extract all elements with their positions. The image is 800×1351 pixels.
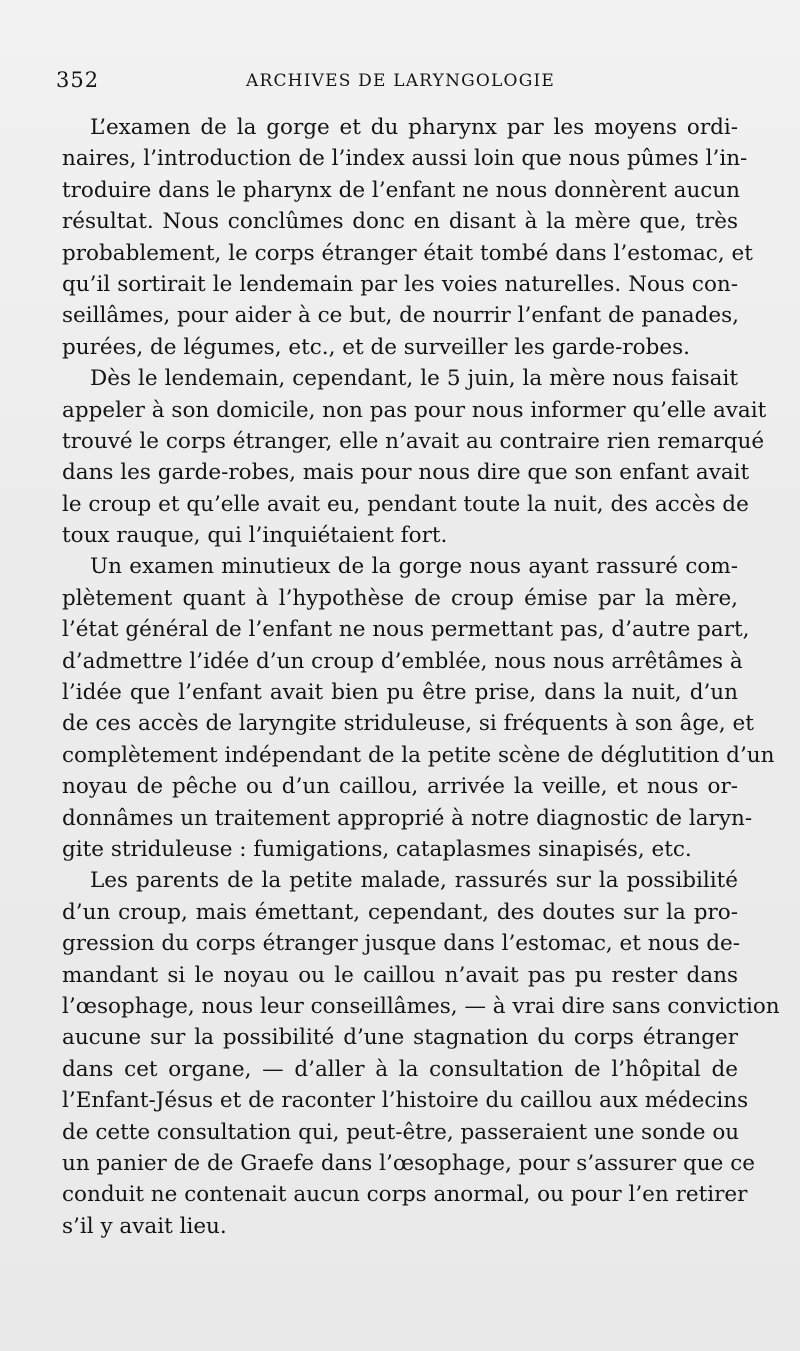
text-line: l’état général de l’enfant ne nous permettant pas, d’autre part, <box>62 617 750 643</box>
text-line: un panier de de Graefe dans l’œsophage, pour s’assurer que ce <box>62 1150 755 1176</box>
text-line: gite striduleuse : fumigations, cataplasmes sinapisés, etc. <box>62 836 692 862</box>
text-line: noyau de pêche ou d’un caillou, arrivée la veille, et nous or- <box>62 774 738 800</box>
paragraph-2 <box>62 363 767 551</box>
text-line: L’examen de la gorge et du pharynx par les moyens ordi- <box>90 115 738 140</box>
text-line: gression du corps étranger jusque dans l’estomac, et nous de- <box>62 931 741 957</box>
text-line: conduit ne contenait aucun corps anormal, ou pour l’en retirer <box>62 1182 748 1208</box>
text-line: dans les garde-robes, mais pour nous dire que son enfant avait <box>62 460 750 486</box>
text-line: résultat. Nous conclûmes donc en disant à la mère que, très <box>62 209 738 235</box>
text-line: purées, de légumes, etc., et de surveiller les garde-robes. <box>62 334 690 360</box>
text-line: mandant si le noyau ou le caillou n’avait pas pu rester dans <box>62 962 738 988</box>
text-line: Dès le lendemain, cependant, le 5 juin, la mère nous faisait <box>90 366 738 392</box>
text-line: seillâmes, pour aider à ce but, de nourrir l’enfant de panades, <box>62 303 739 329</box>
text-line: Un examen minutieux de la gorge nous ayant rassuré com- <box>90 554 738 580</box>
body-text <box>62 112 780 1242</box>
text-line: aucune sur la possibilité d’une stagnation du corps étranger <box>62 1025 738 1051</box>
text-line: trouvé le corps étranger, elle n’avait au contraire rien remarqué <box>62 428 765 454</box>
text-line: de cette consultation qui, peut-être, passeraient une sonde ou <box>62 1119 740 1145</box>
text-line: probablement, le corps étranger était tombé dans l’estomac, et <box>62 240 753 266</box>
text-line: l’idée que l’enfant avait bien pu être prise, dans la nuit, d’un <box>62 680 738 706</box>
text-line: le croup et qu’elle avait eu, pendant toute la nuit, des accès de <box>62 491 749 517</box>
text-line: plètement quant à l’hypothèse de croup émise par la mère, <box>62 585 738 611</box>
text-line: donnâmes un traitement approprié à notre diagnostic de laryn- <box>62 805 753 831</box>
page-number: 352 <box>56 68 100 92</box>
running-head <box>56 68 746 98</box>
text-line: s’il y avait lieu. <box>62 1213 227 1239</box>
running-title: ARCHIVES DE LARYNGOLOGIE <box>246 71 555 91</box>
text-line: troduire dans le pharynx de l’enfant ne nous donnèrent aucun <box>62 177 741 203</box>
text-line: d’admettre l’idée d’un croup d’emblée, nous nous arrêtâmes à <box>62 648 743 674</box>
paragraph-4 <box>62 865 780 1242</box>
paragraph-3 <box>62 551 775 865</box>
text-line: de ces accès de laryngite striduleuse, si fréquents à son âge, et <box>62 711 754 737</box>
text-line: dans cet organe, — d’aller à la consultation de l’hôpital de <box>62 1056 738 1082</box>
text-line: l’œsophage, nous leur conseillâmes, — à vrai dire sans conviction <box>62 993 780 1019</box>
text-line: naires, l’introduction de l’index aussi loin que nous pûmes l’in- <box>62 146 748 172</box>
text-line: l’Enfant-Jésus et de raconter l’histoire du caillou aux médecins <box>62 1088 749 1114</box>
text-line: qu’il sortirait le lendemain par les voies naturelles. Nous con- <box>62 271 738 297</box>
text-line: appeler à son domicile, non pas pour nous informer qu’elle avait <box>62 397 767 423</box>
text-line: Les parents de la petite malade, rassurés sur la possibilité <box>90 868 738 894</box>
text-line: complètement indépendant de la petite scène de déglutition d’un <box>62 742 775 768</box>
text-line: toux rauque, qui l’inquiétaient fort. <box>62 523 448 549</box>
text-line: d’un croup, mais émettant, cependant, des doutes sur la pro- <box>62 899 738 925</box>
paragraph-1 <box>62 112 753 363</box>
